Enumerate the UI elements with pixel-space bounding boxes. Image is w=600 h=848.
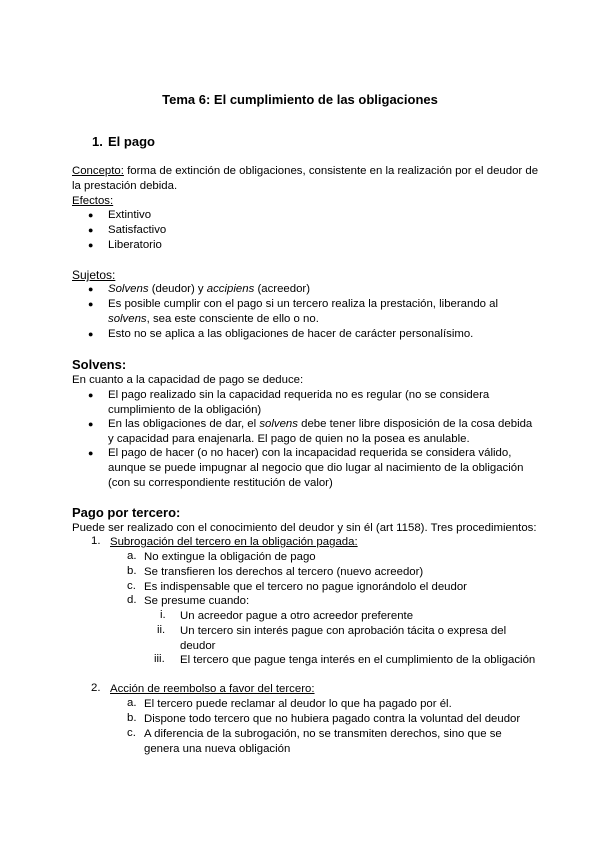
sujetos-item-text: Esto no se aplica a las obligaciones de hacer de carácter personalísimo. bbox=[108, 328, 474, 340]
sujetos-item-text: Es posible cumplir con el pago si un tercero realiza la prestación, liberando al bbox=[108, 298, 499, 310]
list-marker: a. bbox=[127, 697, 137, 709]
list-item-text: Se presume cuando: bbox=[144, 595, 250, 607]
concepto-text-2: la prestación debida. bbox=[72, 180, 178, 192]
efectos-label: Efectos: bbox=[72, 195, 114, 207]
bullet-icon: ● bbox=[88, 419, 94, 429]
procedure-number: 1. bbox=[91, 535, 101, 547]
list-item-text: No extingue la obligación de pago bbox=[144, 551, 316, 563]
procedure-1 bbox=[0, 535, 600, 675]
bullet-icon: ● bbox=[88, 240, 94, 250]
list-marker: iii. bbox=[154, 653, 165, 665]
tercero-intro: Puede ser realizado con el conocimiento del deudor y sin él (art 1158). Tres procedimientos: bbox=[72, 522, 537, 534]
solvens-item-text: (con su correspondiente restitución de valor) bbox=[108, 477, 333, 489]
procedure-2 bbox=[0, 682, 600, 762]
solvens-item-text: cumplimiento de la obligación) bbox=[108, 404, 262, 416]
sujetos-text: (deudor) y bbox=[148, 283, 207, 295]
list-item-text: deudor bbox=[180, 640, 216, 652]
solvens-item-text: El pago de hacer (o no hacer) con la incapacidad requerida se considera válido, bbox=[108, 447, 512, 459]
list-item-text: Un acreedor pague a otro acreedor preferente bbox=[180, 610, 414, 622]
sujetos-text: (acreedor) bbox=[254, 283, 310, 295]
document-title: Tema 6: El cumplimiento de las obligaciones bbox=[162, 92, 438, 107]
procedure-label: Subrogación del tercero en la obligación pagada: bbox=[110, 536, 358, 548]
concepto-text-1: forma de extinción de obligaciones, consistente en la realización por el deudor de bbox=[123, 165, 539, 177]
section-heading bbox=[92, 134, 155, 149]
list-marker: i. bbox=[160, 609, 166, 621]
bullet-icon: ● bbox=[88, 210, 94, 220]
bullet-icon: ● bbox=[88, 390, 94, 400]
bullet-icon: ● bbox=[88, 329, 94, 339]
solvens-item-text bbox=[108, 417, 532, 432]
efectos-item-text: Extintivo bbox=[108, 209, 152, 221]
accipiens-term: accipiens bbox=[206, 283, 255, 295]
list-marker: c. bbox=[127, 580, 136, 592]
procedure-label: Acción de reembolso a favor del tercero: bbox=[110, 683, 315, 695]
solvens-heading: Solvens: bbox=[72, 357, 127, 372]
solvens-item-text: aunque se puede impugnar al negocio que dio lugar al nacimiento de la obligación bbox=[108, 462, 524, 474]
concepto-label: Concepto: bbox=[72, 165, 124, 177]
efectos-item-text: Satisfactivo bbox=[108, 224, 167, 236]
list-marker: c. bbox=[127, 727, 136, 739]
list-marker: a. bbox=[127, 550, 137, 562]
list-item-text: A diferencia de la subrogación, no se transmiten derechos, sino que se bbox=[144, 728, 502, 740]
bullet-icon: ● bbox=[88, 299, 94, 309]
list-marker: b. bbox=[127, 565, 137, 577]
bullet-icon: ● bbox=[88, 448, 94, 458]
section-label: El pago bbox=[108, 134, 155, 149]
section-number: 1. bbox=[92, 134, 103, 149]
solvens-text: debe tener libre disposición de la cosa debida bbox=[297, 418, 533, 430]
sujetos-label: Sujetos: bbox=[72, 268, 116, 282]
bullet-icon: ● bbox=[88, 284, 94, 294]
solvens-text: En las obligaciones de dar, el bbox=[108, 418, 260, 430]
list-item-text: El tercero puede reclamar al deudor lo que ha pagado por él. bbox=[144, 698, 452, 710]
list-item-text: Dispone todo tercero que no hubiera pagado contra la voluntad del deudor bbox=[144, 713, 521, 725]
sujetos-item-text bbox=[108, 312, 319, 327]
solvens-item-text: y capacidad para enajenarla. El pago de quien no la posea es anulable. bbox=[108, 433, 470, 445]
list-marker: ii. bbox=[157, 624, 166, 636]
list-item-text: Se transfieren los derechos al tercero (nuevo acreedor) bbox=[144, 566, 424, 578]
procedure-number: 2. bbox=[91, 682, 101, 694]
list-marker: b. bbox=[127, 712, 137, 724]
solvens-term: solvens bbox=[108, 313, 147, 325]
list-item-text: genera una nueva obligación bbox=[144, 743, 291, 755]
efectos-item-text: Liberatorio bbox=[108, 239, 162, 251]
list-marker: d. bbox=[127, 594, 137, 606]
sujetos-item-text bbox=[108, 282, 310, 297]
solvens-term: solvens bbox=[259, 418, 298, 430]
bullet-icon: ● bbox=[88, 225, 94, 235]
concepto-line-1 bbox=[72, 164, 538, 179]
tercero-heading: Pago por tercero: bbox=[72, 505, 181, 520]
solvens-intro: En cuanto a la capacidad de pago se deduce: bbox=[72, 374, 304, 386]
solvens-term: Solvens bbox=[108, 283, 149, 295]
solvens-item-text: El pago realizado sin la capacidad requerida no es regular (no se considera bbox=[108, 389, 490, 401]
list-item-text: El tercero que pague tenga interés en el cumplimiento de la obligación bbox=[180, 654, 536, 666]
sujetos-text: , sea este consciente de ello o no. bbox=[146, 313, 319, 325]
list-item-text: Es indispensable que el tercero no pague ignorándolo el deudor bbox=[144, 581, 467, 593]
list-item-text: Un tercero sin interés pague con aprobación tácita o expresa del bbox=[180, 625, 507, 637]
